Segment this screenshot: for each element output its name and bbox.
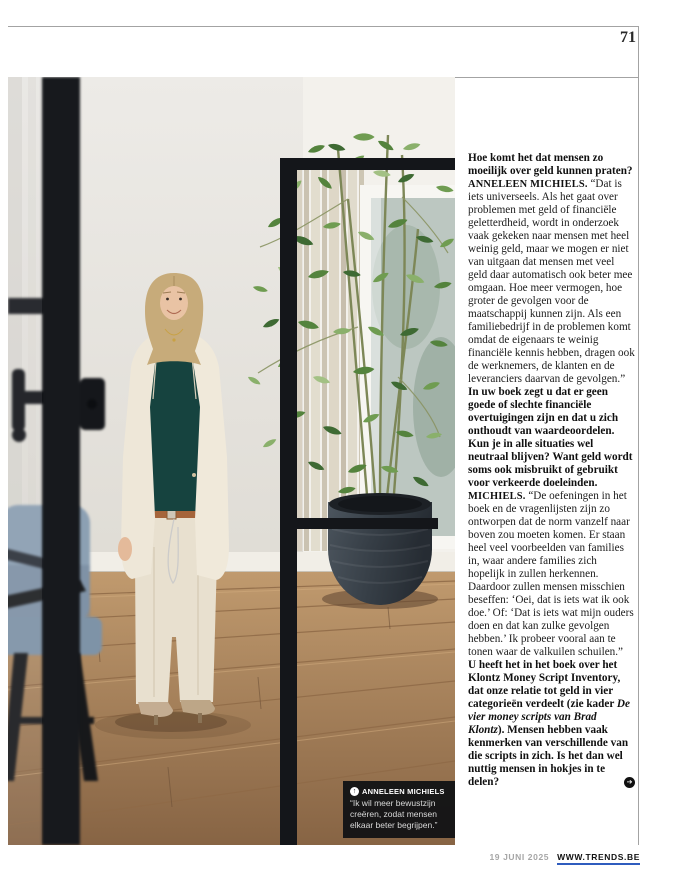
- footer-date: 19 JUNI 2025: [489, 852, 550, 862]
- header-rule-top: [8, 26, 639, 27]
- caption-name: ANNELEEN MICHIELS: [362, 787, 445, 796]
- speaker-label-1: ANNELEEN MICHIELS.: [468, 179, 588, 190]
- photo-illustration: [8, 77, 455, 845]
- answer-text-2: “De oefeningen in het boek en de vragenlijsten zijn zo ontworpen dat de norm vanzelf naar boven zou moeten komen. Er staan heel veel voorbeelden van families in, waar andere families zich hopelijk in zullen herkennen. Daardoor zullen mensen misschien beseffen: ‘Oei, dat is iets wat ik ook doe.’ Of: ‘Dat is iets wat mijn ouders doen en dat kan zulke gevolgen hebben.’ Ik probeer vooral aan te tonen waar de valkuilen schuilen.”: [468, 490, 634, 658]
- continuation-arrow-icon: ➔: [624, 777, 635, 788]
- right-column-rule: [638, 26, 639, 845]
- question-3-text-end: ). Mensen hebben vaak kenmerken van verschillende van die scripts in zich. Is het dan wel nuttig mensen in hokjes in te delen?: [468, 724, 629, 788]
- interview-answer-1: [468, 178, 635, 386]
- article-column: [468, 152, 635, 789]
- interview-question-3: [468, 659, 635, 789]
- book-title-italic: De vier money scripts van Brad Klontz: [468, 698, 630, 736]
- speaker-label-2: MICHIELS.: [468, 491, 526, 502]
- answer-text-1: “Dat is iets universeels. Als het gaat over problemen met geld of financiële geletterdheid, wordt in onderzoek vaak gekeken naar mensen met heel weinig geld, maar we mogen er niet van uitgaan dat mensen met veel geld daar automatisch ook beter mee omgaan. Hoe meer vermogen, hoe groter de gevolgen voor de maatschappij kunnen zijn. Als een familiebedrijf in de problemen komt omdat de eigenaars te weinig financiële kennis hebben, dragen ook de werknemers, de klanten en de leveranciers daarvan de gevolgen.”: [468, 178, 635, 385]
- page-footer: [489, 852, 640, 865]
- interview-photo: [8, 77, 455, 845]
- question-3-text: U heeft het in het boek over het Klontz Money Script Inventory, dat onze relatie tot geld in vier categorieën verdeelt (zie kader: [468, 659, 621, 710]
- page-number: 71: [620, 29, 636, 46]
- up-arrow-icon: ↑: [350, 787, 359, 796]
- interview-question-1: Hoe komt het dat mensen zo moeilijk over geld kunnen praten?: [468, 152, 633, 177]
- footer-site-url: WWW.TRENDS.BE: [557, 852, 640, 865]
- caption-quote: “Ik wil meer bewustzijn creëren, zodat mensen elkaar beter begrijpen.”: [350, 798, 438, 830]
- interview-answer-2: [468, 490, 635, 659]
- photo-caption: [343, 781, 455, 838]
- caption-header: [350, 787, 449, 796]
- interview-question-2: In uw boek zegt u dat er geen goede of slechte financiële overtuigingen zijn en dat u zich onthoudt van waardeoordelen. Kun je in alle situaties wel neutraal blijven? Want geld wordt soms ook misbruikt of gebruikt voor verkeerde doeleinden.: [468, 386, 633, 489]
